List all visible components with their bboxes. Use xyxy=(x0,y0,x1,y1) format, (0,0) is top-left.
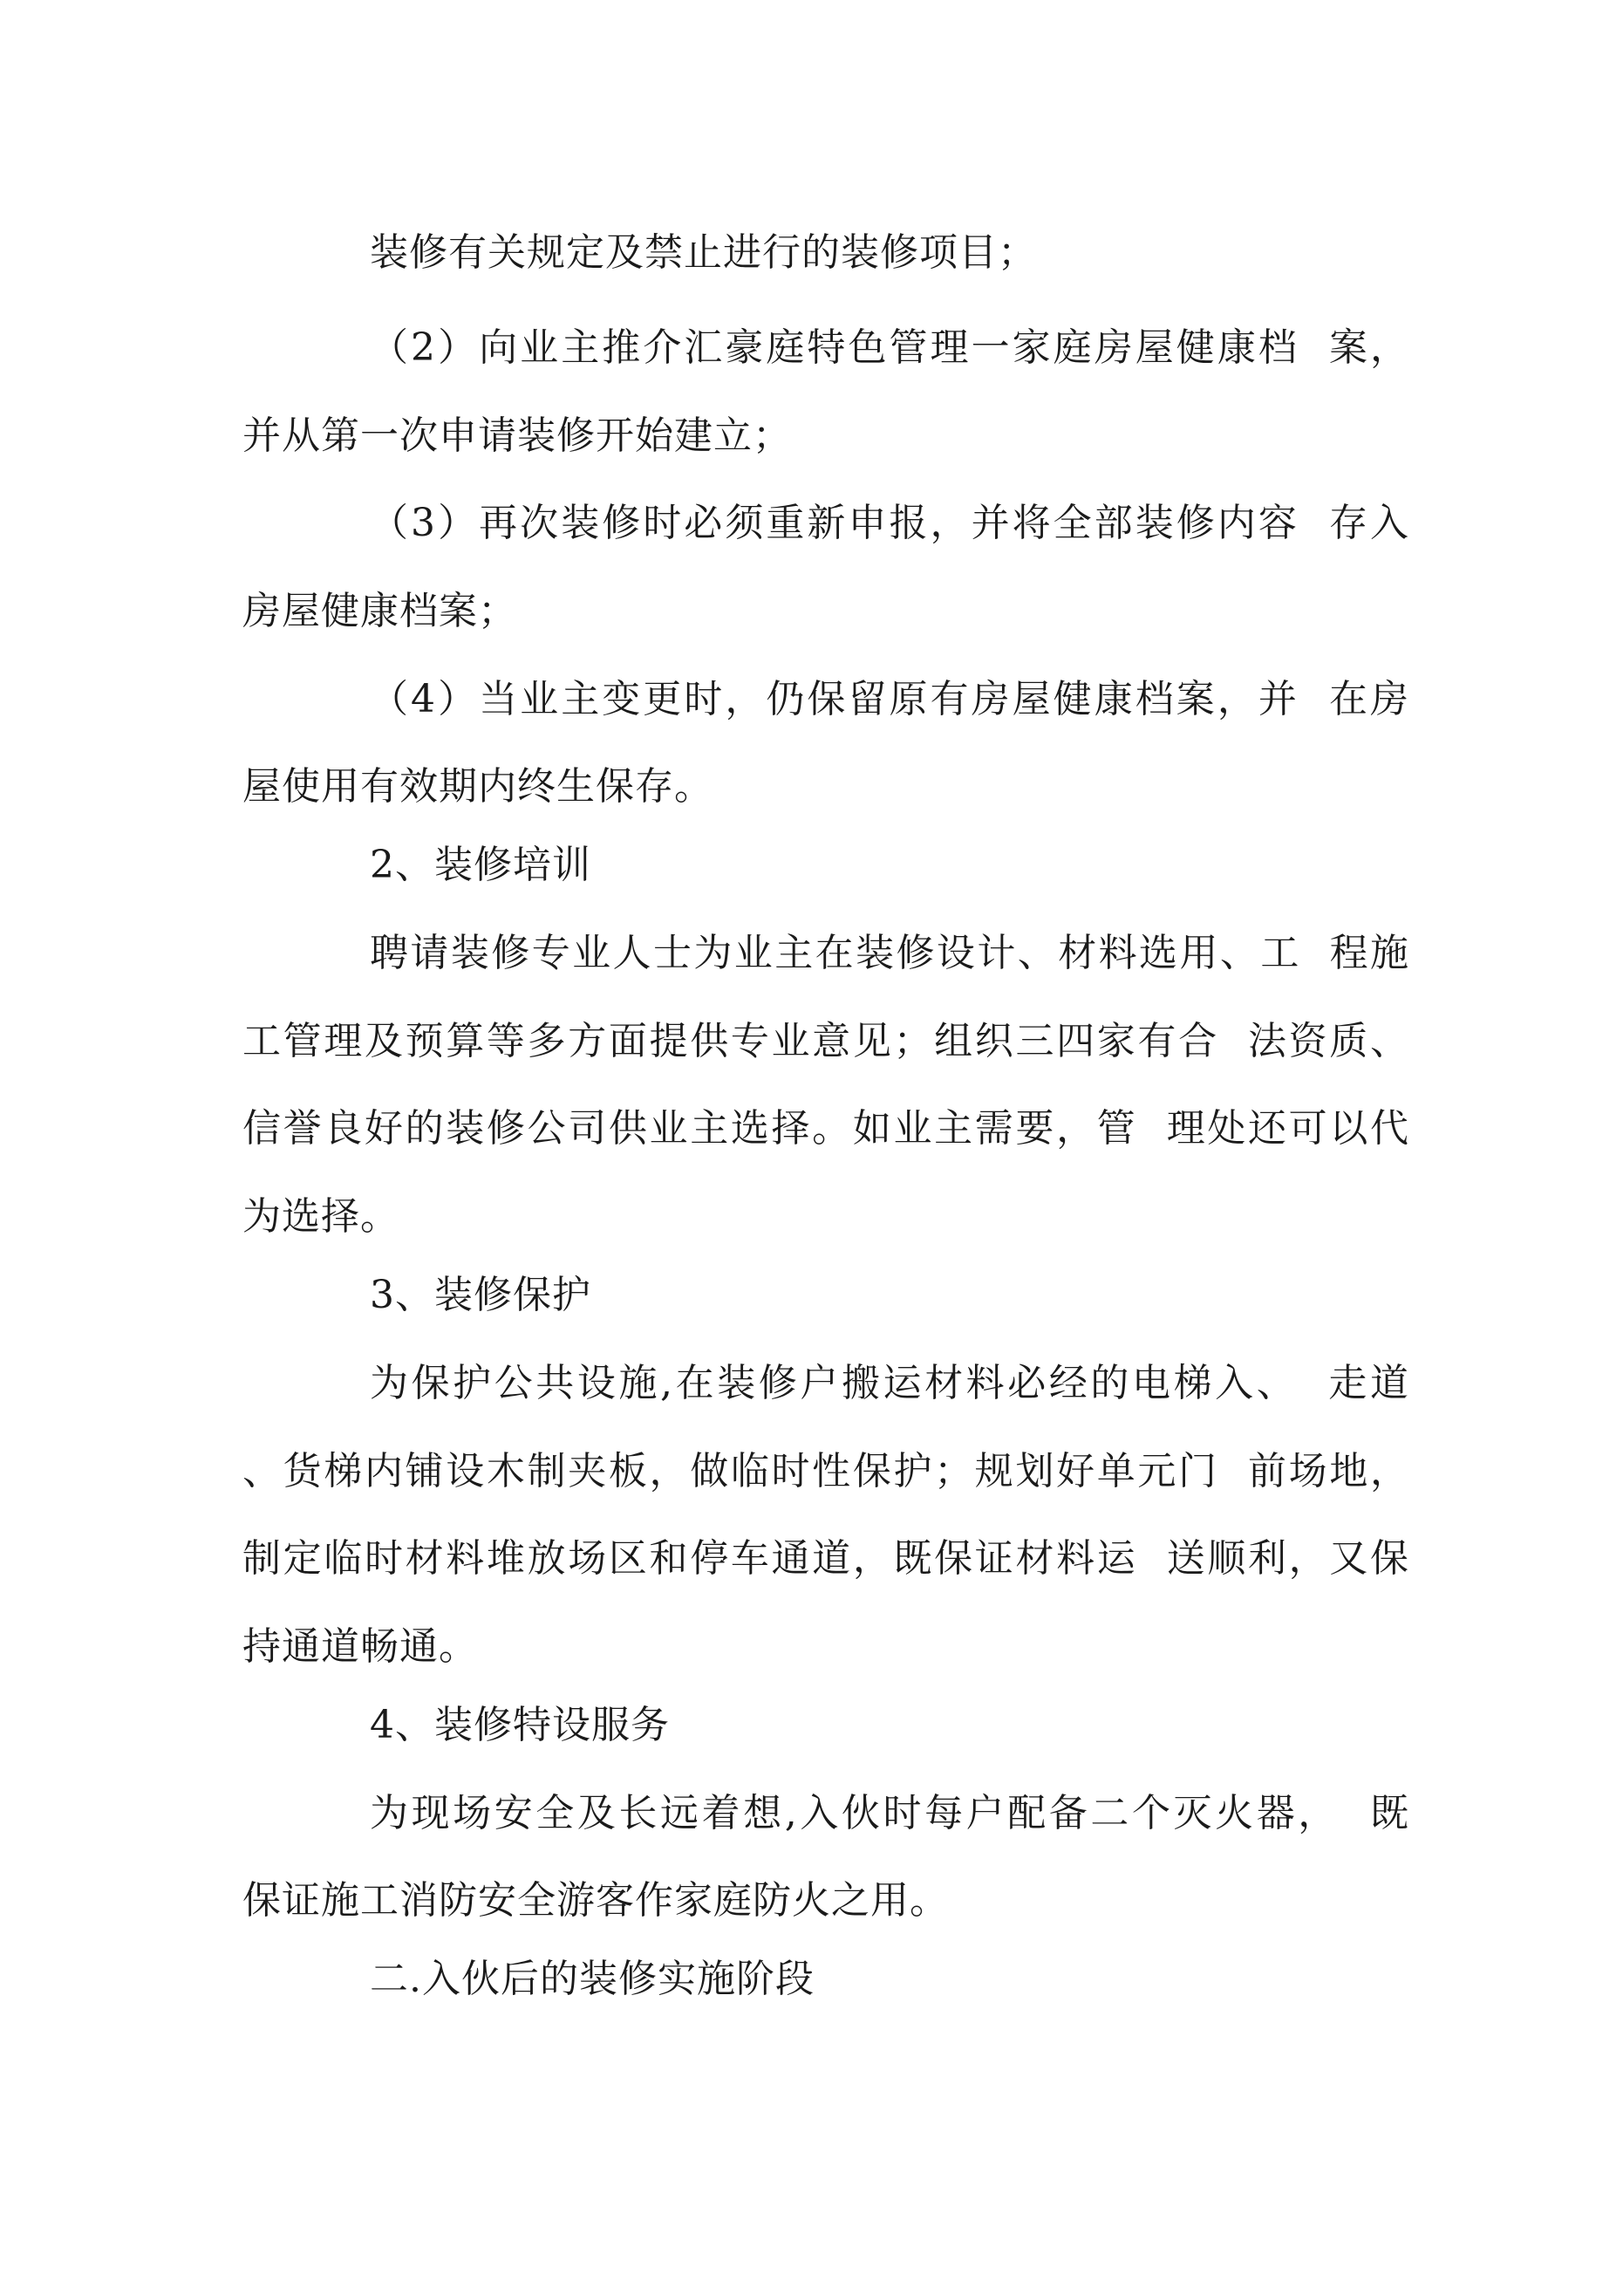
text-line: 房屋健康档案； xyxy=(242,589,517,633)
text-line: 并从第一次申请装修开始建立； xyxy=(242,413,792,458)
text-line: （4）当业主变更时，仍保留原有房屋健康档案，并 在房 xyxy=(370,677,1409,721)
text-line: 装修有关规定及禁止进行的装修项目； xyxy=(370,230,1037,275)
text-line: 聘请装修专业人士为业主在装修设计、材料选用、工 程施 xyxy=(370,931,1409,975)
text-line: 屋使用有效期内终生保存。 xyxy=(242,764,713,809)
section-heading: 4、装修特设服务 xyxy=(370,1703,670,1747)
text-line: 持通道畅通。 xyxy=(242,1624,478,1669)
section-heading: 二.入伙后的装修实施阶段 xyxy=(370,1957,815,2001)
text-line: 信誉良好的装修公司供业主选择。如业主需要，管 理处还可以代 xyxy=(242,1106,1409,1151)
section-heading: 3、装修保护 xyxy=(370,1273,591,1317)
text-line: 为现场安全及长远着想,入伙时每户配备二个灭火器， 既 xyxy=(370,1791,1409,1835)
text-line: 工管理及预算等多方面提供专业意见；组织三四家有合 法资质、 xyxy=(242,1019,1409,1063)
text-line: 保证施工消防安全游客作家庭防火之用。 xyxy=(242,1878,949,1923)
text-line: 、货梯内铺设木制夹板，做临时性保护；规划好单元门 前场地， xyxy=(242,1449,1409,1493)
text-line: 为选择。 xyxy=(242,1194,399,1239)
text-line: 制定临时材料堆放场区和停车通道，既保证材料运 送顺利，又保 xyxy=(242,1536,1409,1581)
text-line: 为保护公共设施,在装修户搬运材料必经的电梯入、 走道 xyxy=(370,1361,1409,1405)
text-line: （3）再次装修时必须重新申报，并将全部装修内容 存入 xyxy=(370,501,1409,545)
section-heading: 2、装修培训 xyxy=(370,843,591,887)
text-line: （2）向业主推介汇豪庭特色管理一家庭房屋健康档 案， xyxy=(370,325,1409,370)
